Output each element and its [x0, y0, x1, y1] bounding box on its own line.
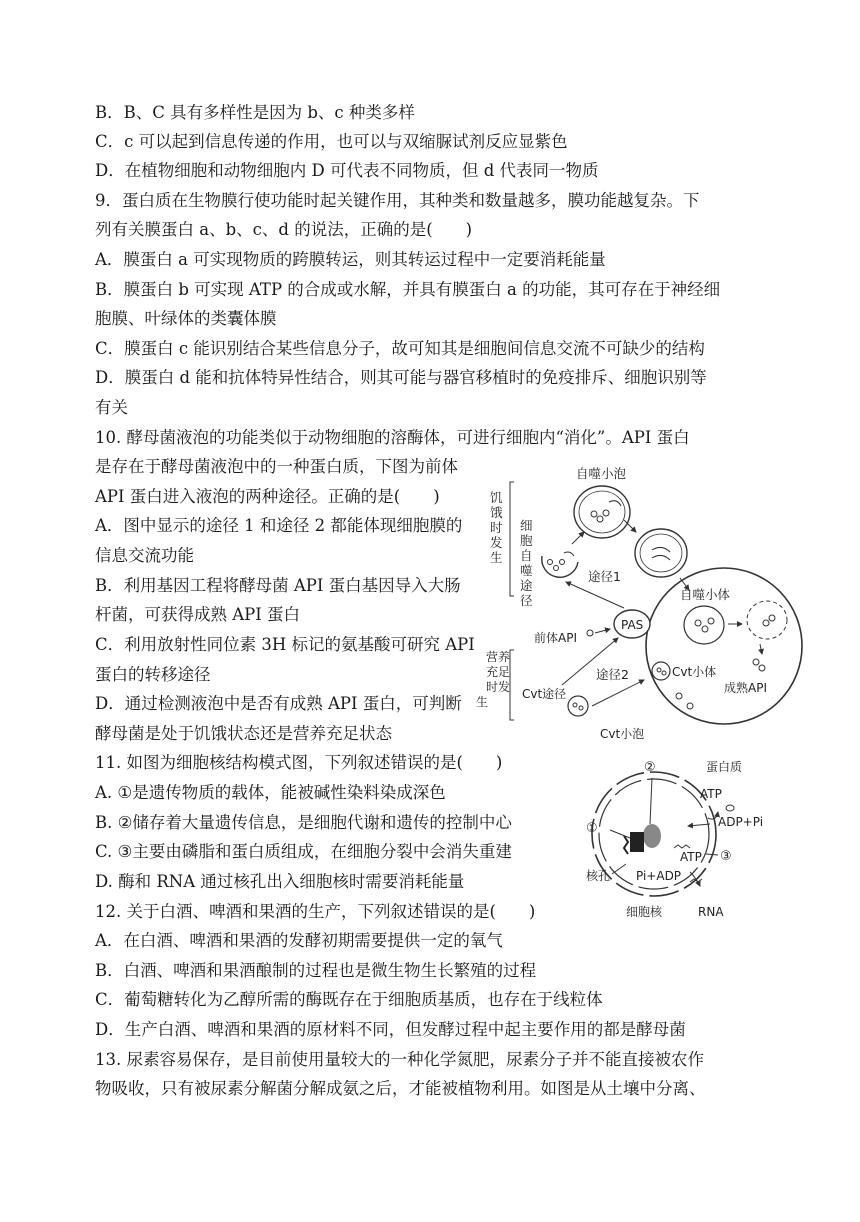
option-text: C．膜蛋白 c 能识别结合某些信息分子，故可知其是细胞间信息交流不可缺少的结构	[95, 339, 705, 358]
protein-label: 蛋白质	[706, 760, 743, 774]
option-text: B．利用基因工程将酵母菌 API 蛋白基因导入大肠	[95, 576, 461, 595]
option-text: B．B、C 具有多样性是因为 b、c 种类多样	[95, 103, 415, 122]
starve-char: 生	[490, 550, 503, 565]
cvt-route-label: Cvt途径	[522, 687, 567, 701]
nucleus-label: 细胞核	[626, 905, 663, 919]
question-13-stem: 物吸收，只有被尿素分解菌分解成氨之后，才能被植物利用。如图是从土壤中分离、	[95, 1079, 706, 1098]
option-text: D．在植物细胞和动物细胞内 D 可代表不同物质，但 d 代表同一物质	[95, 161, 599, 180]
question-10-stem: API 蛋白进入液泡的两种途径。正确的是( )	[95, 487, 440, 506]
question-10-stem: 是存在于酵母菌液泡中的一种蛋白质，下图为前体	[95, 457, 458, 476]
api-pathway-figure	[476, 458, 804, 746]
nucleus-diagram	[586, 756, 786, 926]
route1-label: 途径1	[588, 569, 621, 584]
cvt-vesicle	[568, 696, 588, 716]
option-text: 杆菌，可获得成熟 API 蛋白	[95, 605, 301, 624]
overlap-char: 生	[476, 695, 489, 709]
autophagy-char: 胞	[520, 533, 533, 548]
nucleus-figure	[586, 756, 786, 926]
phagophore	[542, 556, 578, 577]
nutrient-label: 充足	[486, 665, 511, 679]
option-text: A．膜蛋白 a 可实现物质的跨膜转运，则其转运过程中一定要消耗能量	[95, 250, 606, 269]
question-9-stem: 列有关膜蛋白 a、b、c、d 的说法，正确的是( )	[95, 220, 473, 239]
route2-label: 途径2	[596, 667, 629, 682]
chromatin	[630, 832, 644, 852]
pi-adp-label: Pi+ADP	[636, 869, 682, 883]
autophagy-char: 噬	[520, 563, 533, 578]
mark-3: ③	[720, 849, 732, 864]
option-text: C．c 可以起到信息传递的作用，也可以与双缩脲试剂反应显紫色	[95, 132, 568, 151]
option-text: C．葡萄糖转化为乙醇所需的酶既存在于细胞质基质，也存在于线粒体	[95, 990, 603, 1009]
pre-api-label: 前体API	[534, 631, 577, 645]
option-text: B．膜蛋白 b 可实现 ATP 的合成或水解，并具有膜蛋白 a 的功能，其可存在于神经细	[95, 280, 721, 299]
question-10-stem: 10. 酵母菌液泡的功能类似于动物细胞的溶酶体，可进行细胞内“消化”。API 蛋白	[95, 428, 690, 447]
starve-char: 饿	[490, 505, 503, 520]
mark-1: ①	[586, 821, 598, 836]
starve-char: 饥	[490, 490, 503, 505]
autophagy-char: 细	[520, 518, 533, 533]
question-12-stem: 12. 关于白酒、啤酒和果酒的生产，下列叙述错误的是( )	[95, 902, 536, 921]
pore-label: 核孔	[586, 869, 611, 883]
vesicle-top-label: 自噬小泡	[576, 466, 627, 481]
option-text: B. ②储存着大量遗传信息，是细胞代谢和遗传的控制中心	[95, 813, 512, 832]
api-pathway-diagram	[476, 458, 804, 746]
atp-top-label: ATP	[700, 787, 722, 801]
atp-mid-label: ATP	[680, 850, 702, 864]
cvt-body-label: Cvt小体	[672, 665, 717, 679]
option-text: C. ③主要由磷脂和蛋白质组成，在细胞分裂中会消失重建	[95, 842, 512, 861]
autophagy-char: 途	[520, 578, 533, 593]
mature-api-label: 成熟API	[724, 681, 767, 695]
autophagic-vesicle	[574, 486, 630, 538]
pas-label: PAS	[621, 618, 644, 632]
cvt-vesicle-label: Cvt小泡	[600, 727, 645, 741]
option-text: C．利用放射性同位素 3H 标记的氨基酸可研究 API	[95, 635, 475, 654]
autophagic-body	[684, 606, 724, 644]
option-text: 有关	[95, 398, 128, 417]
option-text: D．膜蛋白 d 能和抗体特异性结合，则其可能与器官移植时的免疫排斥、细胞识别等	[95, 368, 707, 387]
autophagy-char: 自	[520, 548, 533, 563]
option-text: 胞膜、叶绿体的类囊体膜	[95, 309, 277, 328]
option-text: D. 酶和 RNA 通过核孔出入细胞核时需要消耗能量	[95, 872, 465, 891]
nutrient-label: 时发	[486, 680, 511, 694]
adp-pi-label: ADP+Pi	[718, 815, 764, 829]
question-11-stem: 11. 如图为细胞核结构模式图，下列叙述错误的是( )	[95, 753, 503, 772]
autophagosome-label: 自噬小体	[680, 587, 731, 602]
question-13-stem: 13. 尿素容易保存，是目前使用量较大的一种化学氮肥，尿素分子并不能直接被农作	[95, 1050, 704, 1069]
option-text: 酵母菌是处于饥饿状态还是营养充足状态	[95, 724, 392, 743]
starve-char: 发	[490, 535, 503, 550]
option-text: D．通过检测液泡中是否有成熟 API 蛋白，可判断	[95, 694, 462, 713]
starve-char: 时	[490, 520, 503, 535]
question-9-stem: 9．蛋白质在生物膜行使功能时起关键作用，其种类和数量越多，膜功能越复杂。下	[95, 191, 700, 210]
nutrient-label: 营养	[486, 650, 511, 664]
option-text: 信息交流功能	[95, 546, 194, 565]
autophagy-char: 径	[520, 593, 533, 608]
bracket-nutrient	[510, 650, 514, 720]
option-text: 蛋白的转移途径	[95, 665, 211, 684]
bracket-starve	[510, 482, 514, 596]
autophagic-vesicle-2	[635, 529, 687, 577]
option-text: A．图中显示的途径 1 和途径 2 都能体现细胞膜的	[95, 516, 463, 535]
option-text: B．白酒、啤酒和果酒酿制的过程也是微生物生长繁殖的过程	[95, 961, 537, 980]
option-text: D．生产白酒、啤酒和果酒的原材料不同，但发酵过程中起主要作用的都是酵母菌	[95, 1020, 686, 1039]
option-text: A．在白酒、啤酒和果酒的发酵初期需要提供一定的氧气	[95, 931, 503, 950]
mark-2: ②	[644, 760, 656, 775]
nucleolus	[643, 824, 661, 848]
option-text: A. ①是遗传物质的载体，能被碱性染料染成深色	[95, 783, 446, 802]
rna-label: RNA	[698, 905, 724, 919]
